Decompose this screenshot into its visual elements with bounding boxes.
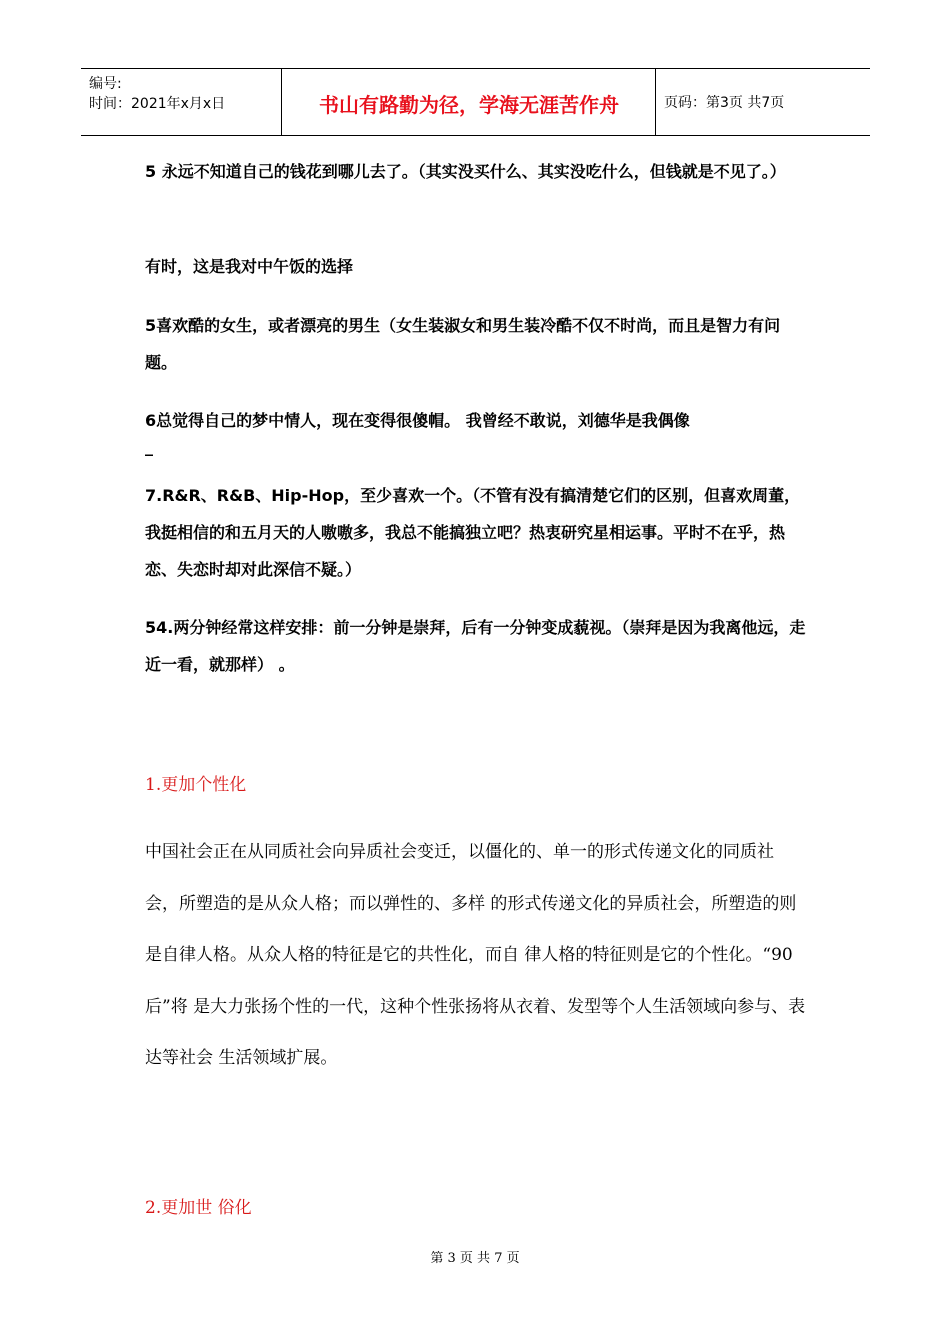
header-meta [89,74,225,114]
list-item: 54.两分钟经常这样安排：前一分钟是崇拜，后有一分钟变成藐视。（崇拜是因为我离他远，走近一看，就那样） 。 [145,618,806,674]
header-motto: 书山有路勤为径，学海无涯苦作舟 [319,93,619,117]
list-item: _ [145,437,153,456]
header-divider [281,69,282,135]
page-header [81,68,870,136]
document-date: 时间：2021年x月x日 [89,96,226,112]
header-divider [655,69,656,135]
list-item: 5 永远不知道自己的钱花到哪儿去了。（其实没买什么、其实没吃什么，但钱就是不见了。） [145,162,786,181]
section-title: 2.更加世 俗化 [145,1198,252,1218]
list-item: 7.R&R、R&B、Hip-Hop，至少喜欢一个。（不管有没有搞清楚它们的区别，但喜欢周董， 我挺相信的和五月天的人嗷嗷多，我总不能搞独立吧？热衷研究星相运事。平时不在乎，热恋、失恋时却对此深信不疑。） [145,486,801,579]
header-page-info: 页码：第3页 共7页 [664,95,785,111]
document-number-label: 编号: [89,76,122,92]
section-title: 1.更加个性化 [145,775,247,795]
body-paragraph: 中国社会正在从同质社会向异质社会变迁，以僵化的、单一的形式传递文化的同质社 会，所塑造的是从众人格；而以弹性的、多样 的形式传递文化的异质社会，所塑造的则是自律人格。从众人格的特征是它的共性化，而自 律人格的特征则是它的个性化。“90后”将 是大力张扬个性的一代，这种个性张扬将从衣着、发型等个人生活领域向参与、表达等社会 生活领域扩展。 [145,842,806,1068]
page-footer: 第 3 页 共 7 页 [430,1251,520,1266]
list-item: 5喜欢酷的女生，或者漂亮的男生（女生装淑女和男生装冷酷不仅不时尚，而且是智力有问题。 [145,316,781,372]
list-item: 6总觉得自己的梦中情人，现在变得很傻帽。 我曾经不敢说，刘德华是我偶像 [145,411,690,430]
list-item: 有时，这是我对中午饭的选择 [145,257,354,276]
